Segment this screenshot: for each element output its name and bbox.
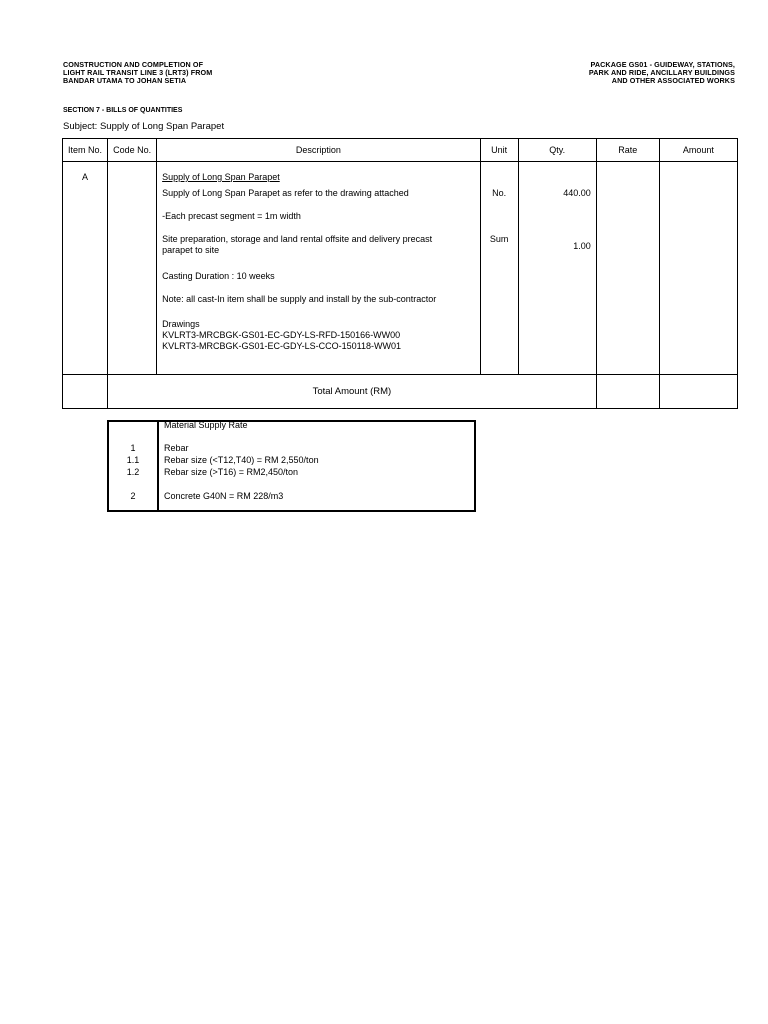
material-item: Rebar xyxy=(164,443,189,453)
col-header-unit: Unit xyxy=(480,139,518,162)
header-left-line: BANDAR UTAMA TO JOHAN SETIA xyxy=(63,76,187,86)
qty-value: 440.00 xyxy=(563,188,591,198)
material-item: Concrete G40N = RM 228/m3 xyxy=(164,491,284,501)
qty-cell xyxy=(518,162,596,375)
header-right-line: PARK AND RIDE, ANCILLARY BUILDINGS xyxy=(588,68,735,78)
header-project-title xyxy=(63,61,212,86)
material-supply-rate-table xyxy=(107,420,476,512)
drawings-label: Drawings xyxy=(162,319,200,329)
material-item: Rebar size (>T16) = RM2,450/ton xyxy=(164,467,299,477)
description-title: Supply of Long Span Parapet xyxy=(162,172,280,182)
header-right-line: AND OTHER ASSOCIATED WORKS xyxy=(611,76,735,86)
description-line: Supply of Long Span Parapet as refer to the drawing attached xyxy=(162,188,409,198)
code-cell xyxy=(108,162,157,375)
item-number: A xyxy=(82,172,89,182)
table-header-row xyxy=(63,139,738,162)
amount-cell xyxy=(659,162,737,375)
material-title: Material Supply Rate xyxy=(164,420,248,430)
total-amount-cell xyxy=(659,375,737,409)
drawing-reference: KVLRT3-MRCBGK-GS01-EC-GDY-LS-RFD-150166-WW00 xyxy=(162,330,401,340)
col-header-item-no: Item No. xyxy=(63,139,108,162)
item-cell xyxy=(63,162,108,375)
total-rate-cell xyxy=(596,375,659,409)
header-left-line: CONSTRUCTION AND COMPLETION OF xyxy=(63,60,204,69)
header-left-line: LIGHT RAIL TRANSIT LINE 3 (LRT3) FROM xyxy=(63,68,213,78)
qty-value: 1.00 xyxy=(573,241,591,251)
material-number: 1 xyxy=(130,443,136,453)
total-item-cell xyxy=(63,375,108,409)
bill-of-quantities-table xyxy=(62,138,738,409)
section-title: SECTION 7 - BILLS OF QUANTITIES xyxy=(63,107,183,114)
col-header-code-no: Code No. xyxy=(108,139,157,162)
subject-line: Subject: Supply of Long Span Parapet xyxy=(63,121,225,132)
col-header-qty: Qty. xyxy=(518,139,596,162)
unit-value: Sum xyxy=(489,234,509,244)
col-header-description: Description xyxy=(157,139,480,162)
material-number-cell xyxy=(108,421,158,511)
header-package-title xyxy=(589,61,735,86)
col-header-amount: Amount xyxy=(659,139,737,162)
material-item: Rebar size (<T12,T40) = RM 2,550/ton xyxy=(164,455,319,465)
unit-cell xyxy=(480,162,518,375)
description-cell xyxy=(157,162,480,375)
material-description-cell xyxy=(158,421,475,511)
header-right-line: PACKAGE GS01 - GUIDEWAY, STATIONS, xyxy=(590,60,735,69)
total-amount-label: Total Amount (RM) xyxy=(108,375,597,409)
material-number: 1.2 xyxy=(126,467,140,477)
table-row xyxy=(63,162,738,375)
description-note: Note: all cast-In item shall be supply and install by the sub-contractor xyxy=(162,294,437,304)
rate-cell xyxy=(596,162,659,375)
drawing-reference: KVLRT3-MRCBGK-GS01-EC-GDY-LS-CCO-150118-WW01 xyxy=(162,341,402,351)
table-row xyxy=(108,421,475,511)
casting-duration: Casting Duration : 10 weeks xyxy=(162,271,275,281)
description-line: parapet to site xyxy=(162,245,220,255)
material-number: 2 xyxy=(130,491,136,501)
unit-value: No. xyxy=(492,188,507,198)
total-row xyxy=(63,375,738,409)
material-number: 1.1 xyxy=(126,455,140,465)
description-line: Site preparation, storage and land rental offsite and delivery precast xyxy=(162,234,433,244)
col-header-rate: Rate xyxy=(596,139,659,162)
description-line: -Each precast segment = 1m width xyxy=(162,211,301,221)
